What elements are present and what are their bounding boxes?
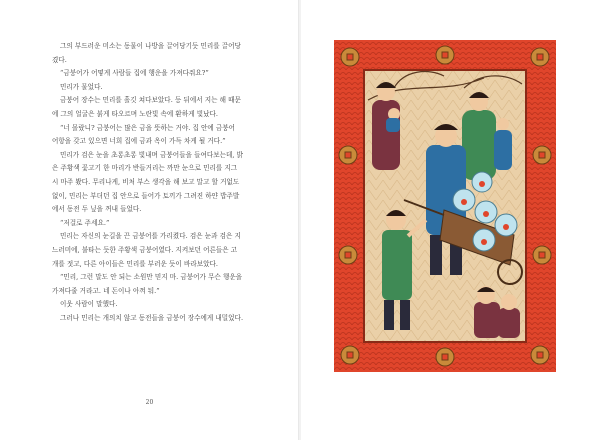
text-line: 이웃 사람이 말했다.: [60, 300, 118, 309]
body-text: [52, 40, 260, 325]
paragraph: [52, 67, 260, 81]
text-line: 겼다.: [52, 55, 67, 64]
paragraph: [52, 40, 260, 67]
text-line: 민리는 자신의 눈길을 끈 금붕어를 가리켰다. 검은 눈과 검은 지: [60, 232, 241, 241]
text-line: 없이, 민리는 부더던 집 안으로 들어가 토끼가 그려진 하얀 밥주발: [52, 191, 240, 200]
text-line: 그의 부드러운 미소는 동물이 나방을 끌어당기듯 민리를 끌어당: [60, 42, 241, 50]
text-line: 개를 젓고, 다른 아이들은 민리를 부러운 듯이 바라보았다.: [52, 259, 219, 268]
left-page: [0, 0, 299, 440]
text-line: “민리, 그런 말도 안 되는 소원만 믿지 마. 금붕어가 무슨 행운을: [60, 273, 243, 282]
story-illustration: [334, 40, 556, 372]
text-line: “금붕어가 어떻게 사람들 집에 행운을 가져다줘요?”: [60, 69, 209, 78]
paragraph: [52, 217, 260, 231]
paragraph: [52, 81, 260, 95]
paragraph: [52, 298, 260, 312]
illustration-canvas: [334, 40, 556, 372]
text-line: 에 그의 얼굴은 붉게 타오르며 노란빛 속에 환하게 빛났다.: [52, 109, 219, 118]
text-line: 가져다줄 거라고. 네 돈이나 아껴 둬.”: [52, 286, 160, 295]
text-line: 어항을 갖고 있으면 너희 집에 금과 옥이 가득 차게 될 거다.”: [52, 137, 226, 146]
text-line: 시 마주 봤다. 무리나게, 비처 부스 생각을 해 보고 말고 할 거없도: [52, 177, 240, 186]
text-line: 느러미에, 불타는 듯한 주황색 금붕어였다. 지켜보던 어른들은 고: [52, 245, 238, 254]
text-line: 민리가 검은 눈을 초롱초롱 빛내며 금붕어들을 들여다보는데, 밝: [60, 150, 244, 159]
paragraph: [52, 122, 260, 149]
text-line: 민리가 물었다.: [60, 82, 103, 91]
text-line: 그러나 민리는 개의치 않고 동전들을 금붕어 장수에게 내밀었다.: [60, 313, 244, 322]
paragraph: [52, 312, 260, 326]
paragraph: [52, 271, 260, 298]
text-line: 은 주황색 꽃고기 한 마리가 반들거리는 까만 눈으로 민리를 지그: [52, 164, 238, 173]
page-number: 20: [145, 399, 154, 406]
text-line: 에서 동전 두 닢을 꺼내 들었다.: [52, 205, 142, 214]
paragraph: [52, 230, 260, 271]
text-line: “저걸로 주세요.”: [60, 218, 110, 227]
text-line: 금붕어 장수는 민리를 흘깃 쳐다보았다. 등 뒤에서 지는 해 때문: [60, 96, 241, 105]
text-line: “너 몰랐니? 금붕어는 많은 금을 뜻하는 거야. 집 안에 금붕어: [60, 123, 236, 132]
paragraph: [52, 149, 260, 217]
paragraph: [52, 94, 260, 121]
